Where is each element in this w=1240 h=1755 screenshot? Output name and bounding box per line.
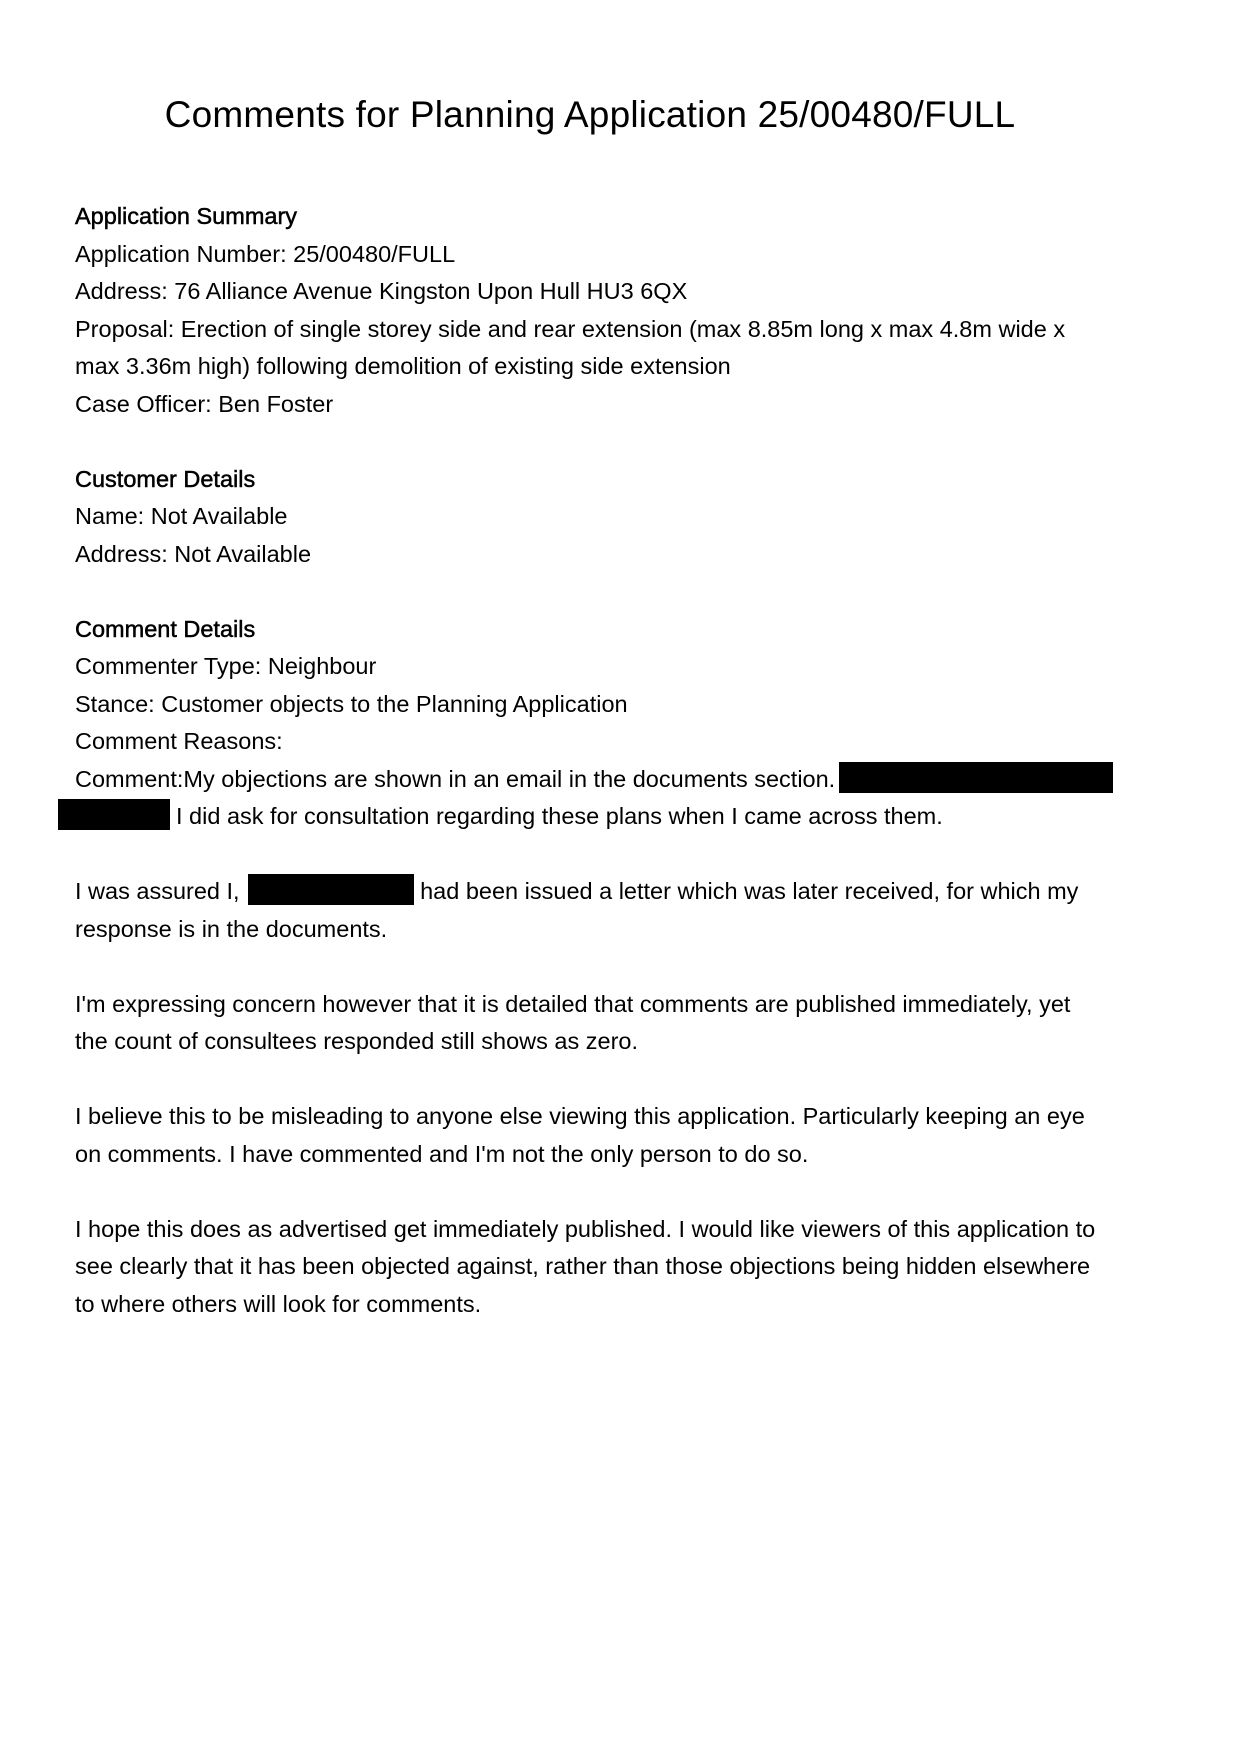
spacer bbox=[75, 948, 1167, 986]
commenter-type: Commenter Type: Neighbour bbox=[75, 653, 377, 679]
comment-line-2 bbox=[75, 798, 1167, 836]
document-body bbox=[75, 198, 1167, 1323]
comment-text-2: I did ask for consultation regarding these plans when I came across them. bbox=[176, 803, 943, 829]
customer-name: Name: Not Available bbox=[75, 503, 288, 529]
paragraph-3-line-1: I'm expressing concern however that it is detailed that comments are published immediately, yet bbox=[75, 990, 1071, 1017]
comment-text-1: Comment:My objections are shown in an email in the documents section. bbox=[75, 765, 836, 792]
spacer bbox=[75, 1173, 1167, 1211]
paragraph-2-line-1 bbox=[75, 873, 1167, 911]
redaction-block bbox=[58, 799, 170, 830]
application-summary-heading: Application Summary bbox=[75, 203, 298, 229]
application-summary-section bbox=[75, 198, 1167, 423]
para2-start: I was assured I, bbox=[75, 878, 240, 904]
customer-details-heading: Customer Details bbox=[75, 465, 256, 492]
paragraph-5-line-1: I hope this does as advertised get immediately published. I would like viewers of this application to bbox=[75, 1215, 1096, 1242]
case-officer: Case Officer: Ben Foster bbox=[75, 390, 334, 417]
comment-details-heading: Comment Details bbox=[75, 615, 256, 642]
redaction-block bbox=[839, 762, 1113, 793]
spacer bbox=[75, 836, 1167, 874]
proposal-line-2: max 3.36m high) following demolition of existing side extension bbox=[75, 353, 731, 379]
paragraph-2-line-2: response is in the documents. bbox=[75, 915, 388, 942]
redaction-block bbox=[248, 874, 414, 905]
document-title: Comments for Planning Application 25/00480/FULL bbox=[164, 94, 1016, 135]
customer-address: Address: Not Available bbox=[75, 540, 312, 567]
spacer bbox=[75, 423, 1167, 461]
stance: Stance: Customer objects to the Planning Application bbox=[75, 690, 628, 717]
paragraph-4-line-1: I believe this to be misleading to anyone else viewing this application. Particularly keeping an eye bbox=[75, 1103, 1085, 1129]
paragraph-4-line-2: on comments. I have commented and I'm not the only person to do so. bbox=[75, 1140, 809, 1167]
spacer bbox=[75, 1061, 1167, 1099]
proposal-line-1: Proposal: Erection of single storey side and rear extension (max 8.85m long x max 4.8m wide x bbox=[75, 315, 1066, 342]
para2-end: had been issued a letter which was later received, for which my bbox=[420, 878, 1079, 904]
customer-details-section bbox=[75, 461, 1167, 574]
comment-line-1 bbox=[75, 761, 1167, 799]
paragraph-3-line-2: the count of consultees responded still shows as zero. bbox=[75, 1028, 639, 1054]
comment-reasons: Comment Reasons: bbox=[75, 728, 283, 754]
paragraph-5-line-2: see clearly that it has been objected against, rather than those objections being hidden elsewhere bbox=[75, 1253, 1091, 1279]
paragraph-5-line-3: to where others will look for comments. bbox=[75, 1290, 482, 1317]
spacer bbox=[75, 573, 1167, 611]
application-number: Application Number: 25/00480/FULL bbox=[75, 240, 456, 267]
application-address: Address: 76 Alliance Avenue Kingston Upon Hull HU3 6QX bbox=[75, 278, 688, 304]
comment-details-section bbox=[75, 611, 1167, 1324]
